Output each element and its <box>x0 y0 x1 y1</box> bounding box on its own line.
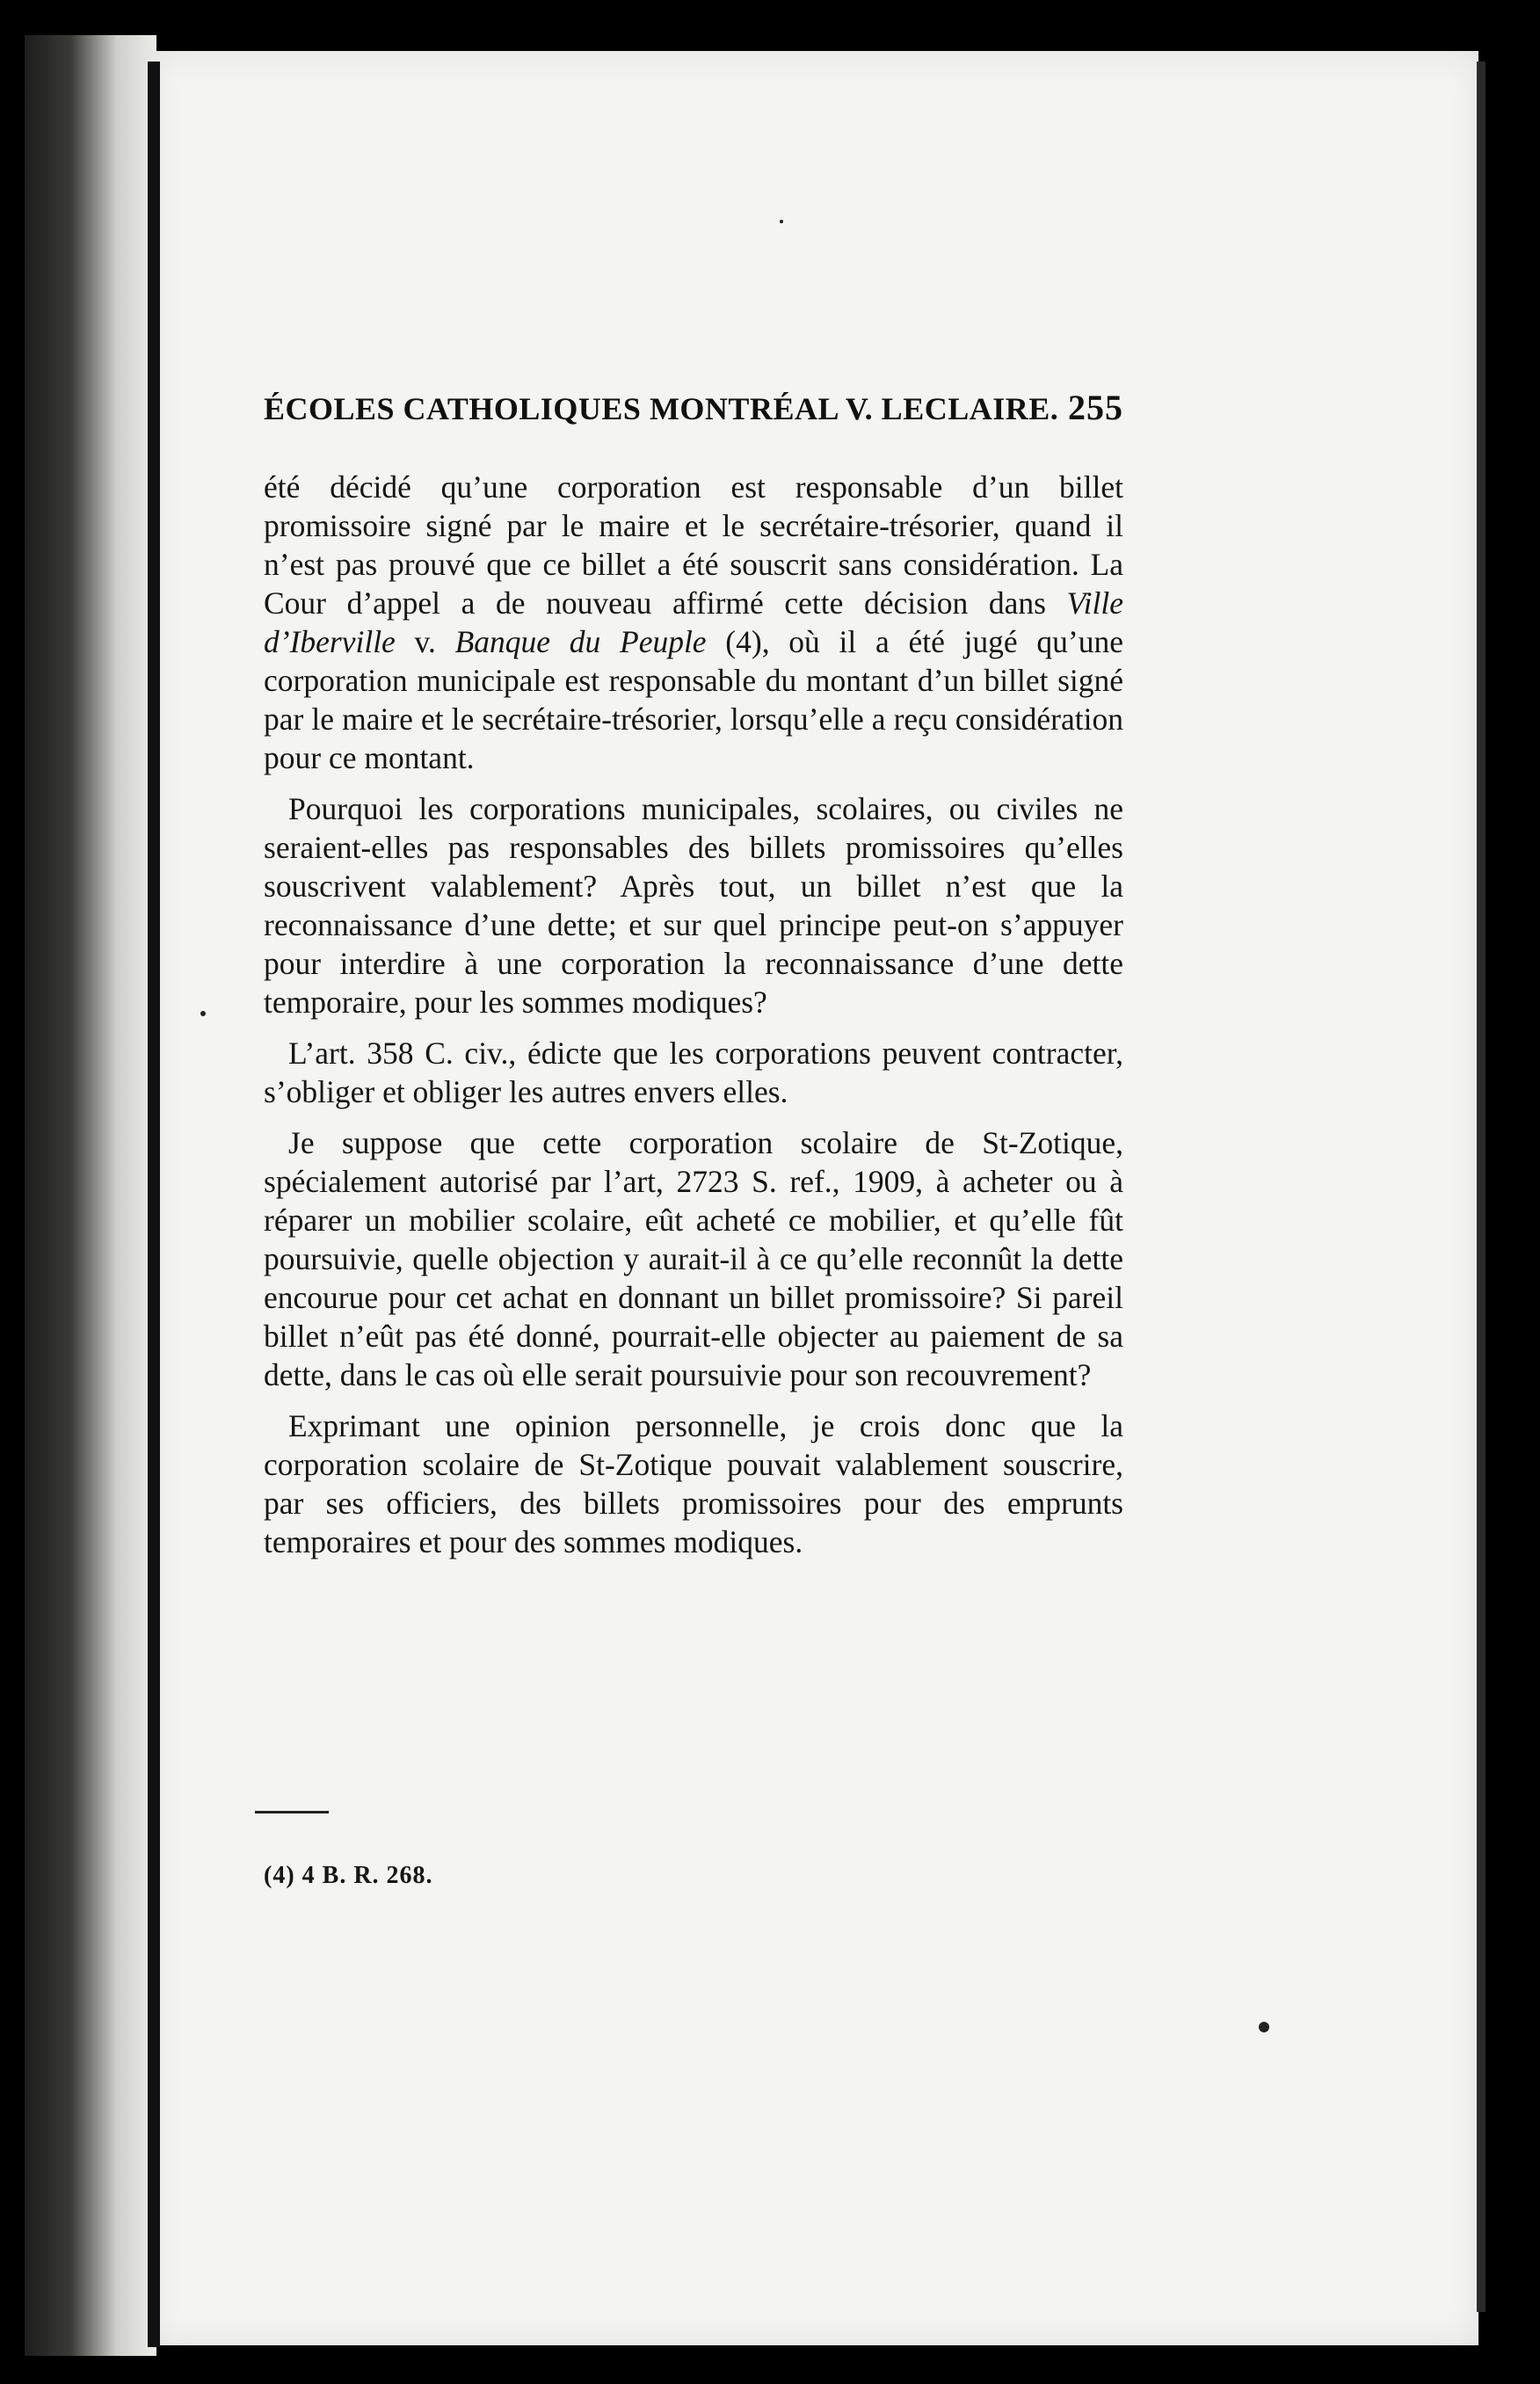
case-name: Banque du Peuple <box>454 624 707 659</box>
footnote-rule <box>255 1811 329 1813</box>
paragraph-2 <box>264 789 1123 1021</box>
paragraph-3 <box>264 1034 1123 1111</box>
text-run: (4), où il a été jugé qu’une corporation municipale est responsable du montant d’un billet signé par le maire et le secrétaire-trésorier, lorsqu’elle a reçu considération pour ce montant. <box>264 624 1123 775</box>
book-gutter <box>25 35 156 2356</box>
case-name: Ville d’Iberville <box>264 585 1123 659</box>
paragraph-4 <box>264 1123 1123 1394</box>
text-run: Exprimant une opinion personnelle, je crois donc que la corporation scolaire de St-Zotique pouvait valablement souscrire, par ses officiers, des billets promissoires pour des emprunts temporaires et pour des sommes modiques. <box>264 1408 1123 1559</box>
page-number: 255 <box>1068 388 1123 427</box>
scan-speck <box>1259 2022 1269 2032</box>
body-text <box>264 468 1123 1574</box>
running-head-title: ÉCOLES CATHOLIQUES MONTRÉAL V. LECLAIRE. <box>264 391 1059 426</box>
text-run: Je suppose que cette corporation scolaire de St-Zotique, spécialement autorisé par l’art, 2723 S. ref., 1909, à acheter ou à réparer un mobilier scolaire, eût acheté ce mobilier, et qu’elle fût poursuivie, quelle objection y aurait-il à ce qu’elle reconnût la dette encourue pour cet achat en donnant un billet promissoire? Si pareil billet n’eût pas été donné, pourrait-elle objecter au paiement de sa dette, dans le cas où elle serait poursuivie pour son recouvrement? <box>264 1125 1123 1392</box>
text-run: L’art. 358 C. civ., édicte que les corporations peuvent contracter, s’obliger et obliger les autres envers elles. <box>264 1036 1123 1109</box>
scan-speck <box>780 220 783 223</box>
text-run: Pourquoi les corporations municipales, scolaires, ou civiles ne seraient-elles pas responsables des billets promissoires qu’elles souscrivent valablement? Après tout, un billet n’est que la reconnaissance d’une dette; et sur quel principe peut-on s’appuyer pour interdire à une corporation la reconnaissance d’une dette temporaire, pour les sommes modiques? <box>264 791 1123 1020</box>
scan-speck <box>200 1011 206 1016</box>
footnote: (4) 4 B. R. 268. <box>264 1862 433 1889</box>
page-right-edge <box>1477 62 1486 2312</box>
paragraph-1 <box>264 468 1123 777</box>
running-head <box>264 387 1123 428</box>
text-run: été décidé qu’une corporation est responsable d’un billet promissoire signé par le maire et le secrétaire-trésorier, quand il n’est pas prouvé que ce billet a été souscrit sans considération. La Cour d’appel a de nouveau affirmé cette décision dans <box>264 469 1123 621</box>
gutter-shadow-line <box>148 62 160 2347</box>
paragraph-5 <box>264 1406 1123 1561</box>
text-run: v. <box>395 624 455 659</box>
